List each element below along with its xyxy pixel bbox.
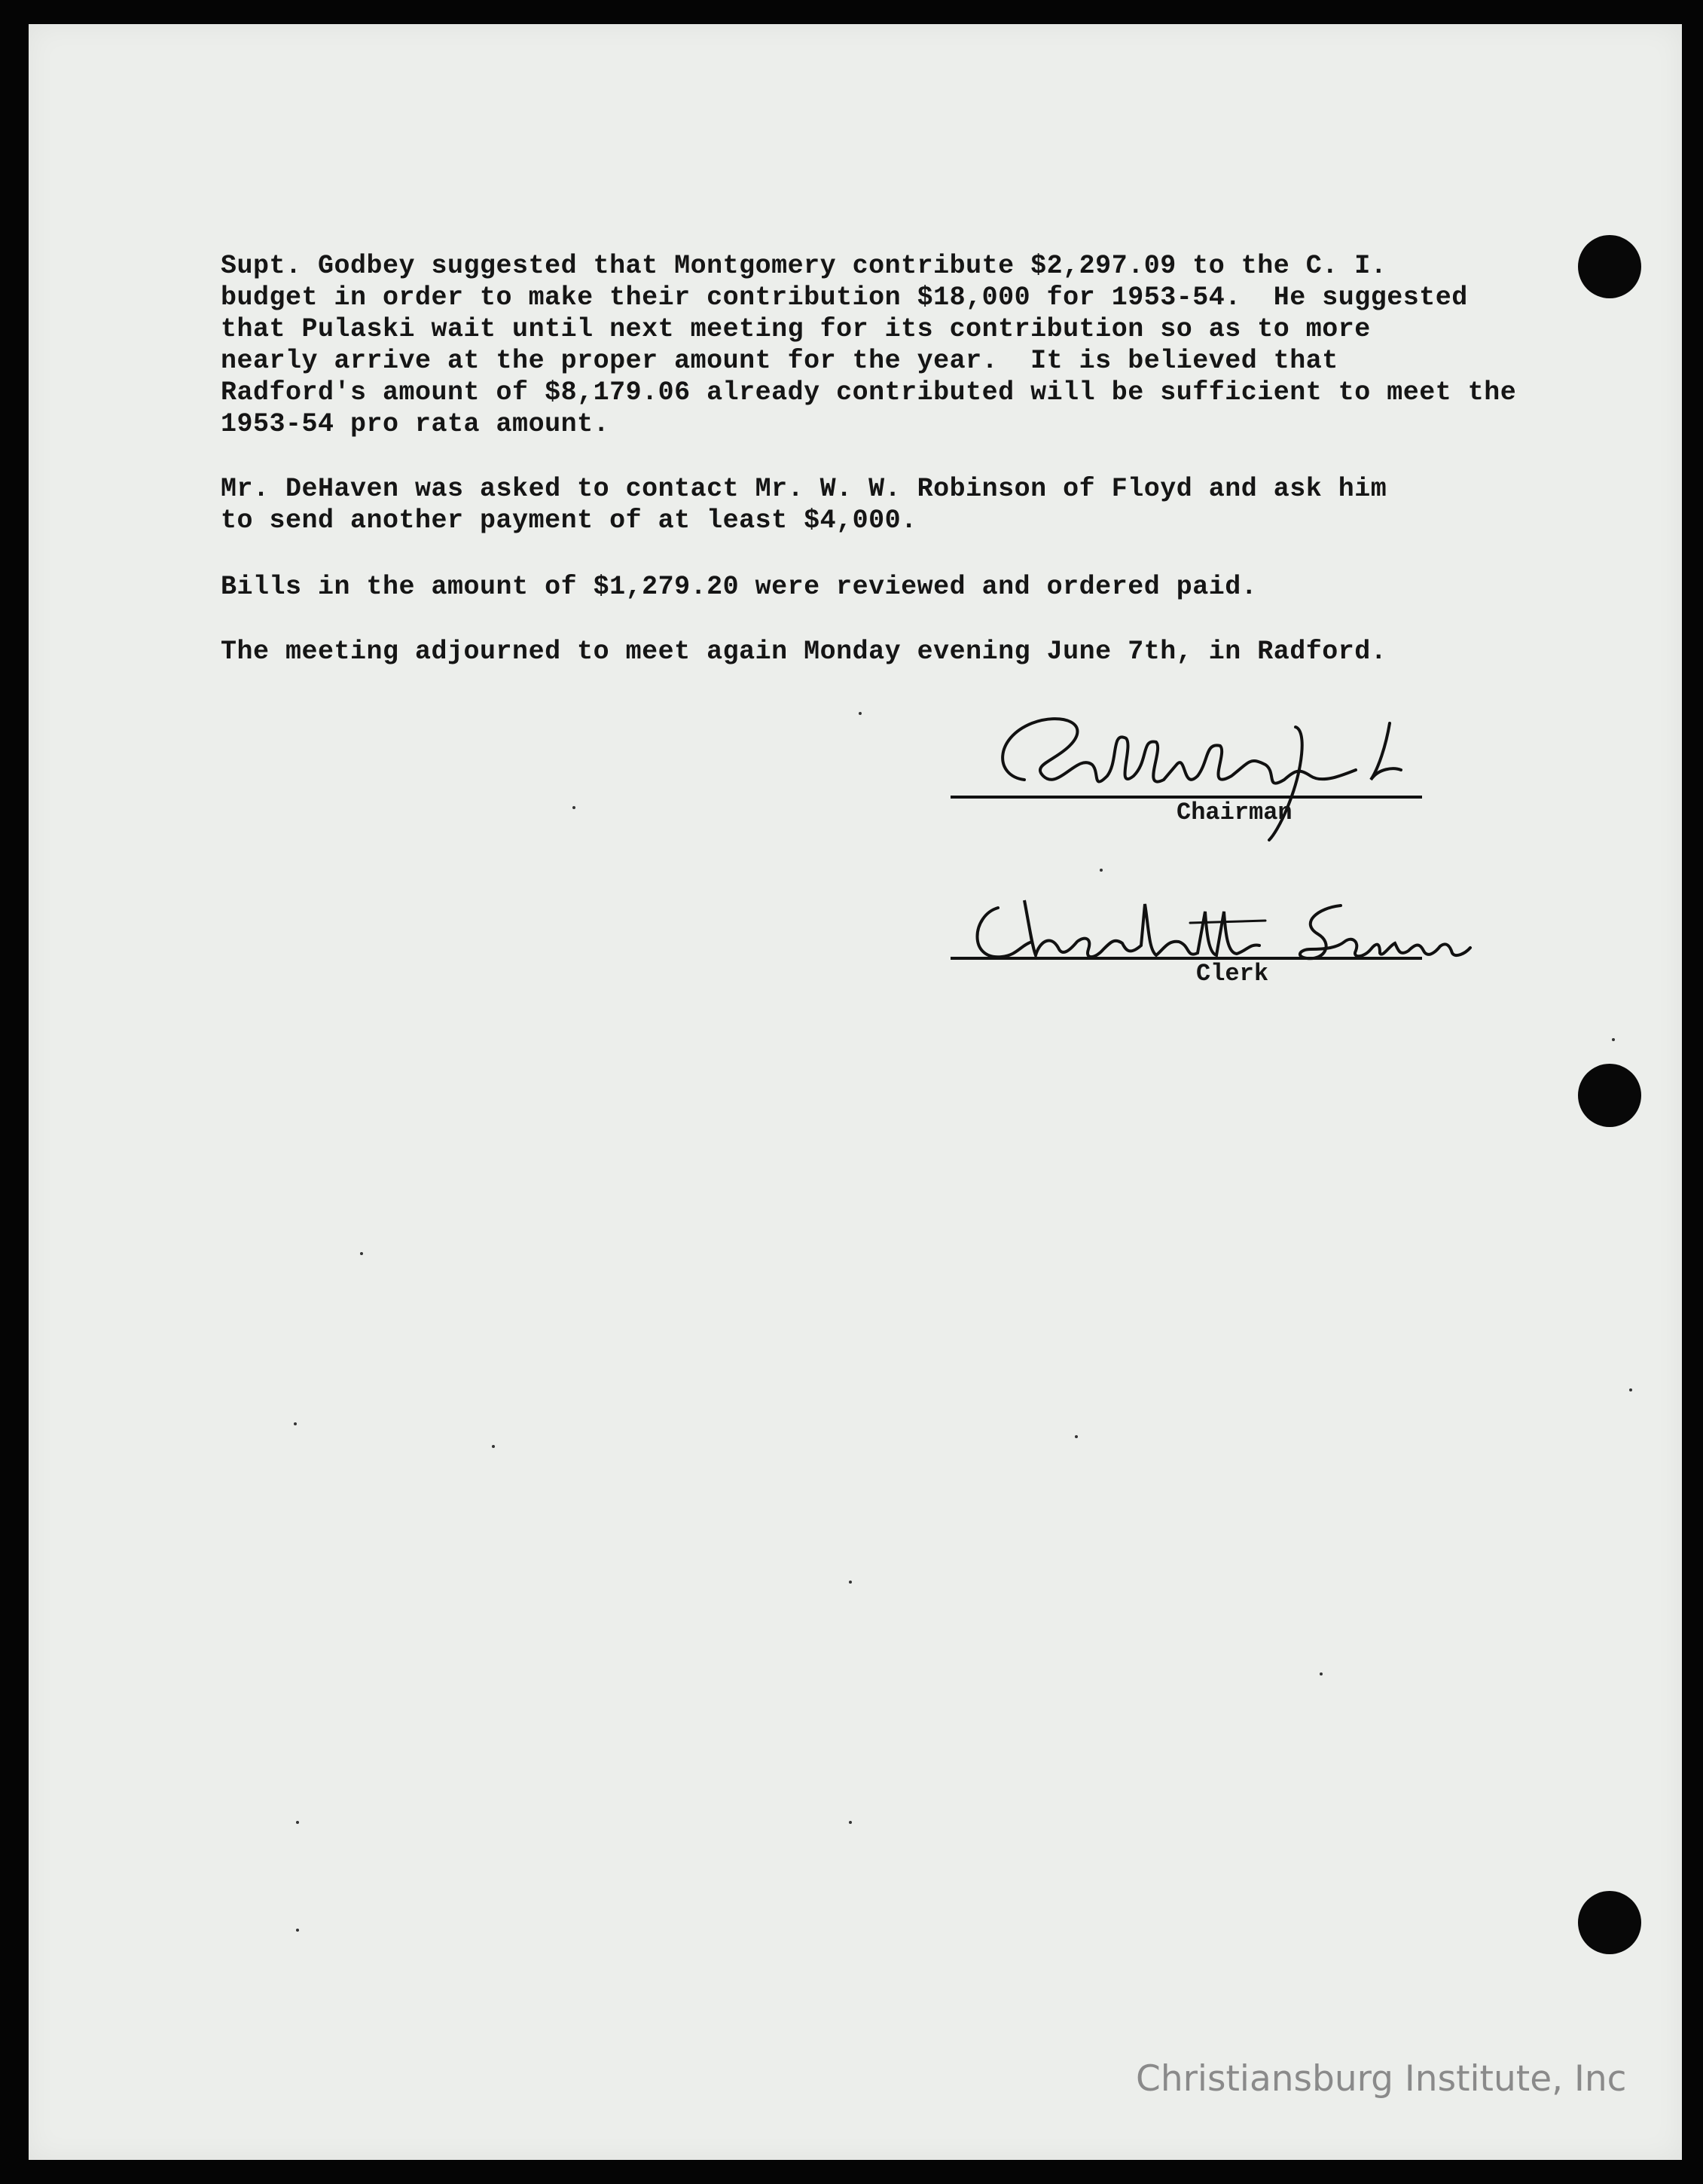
punch-hole-bottom: [1578, 1891, 1641, 1954]
clerk-signature-line: [951, 957, 1422, 960]
paper-speck: [294, 1422, 297, 1425]
paper-speck: [1612, 1038, 1615, 1041]
chairman-signature: [979, 686, 1431, 851]
paper-speck: [1075, 1435, 1078, 1438]
paragraph-bills: Bills in the amount of $1,279.20 were reviewed and ordered paid.: [221, 572, 1258, 602]
clerk-label: Clerk: [1196, 960, 1269, 988]
paper-speck: [360, 1252, 363, 1255]
paper-speck: [572, 806, 575, 809]
chairman-label: Chairman: [1177, 799, 1293, 826]
paper-speck: [849, 1821, 852, 1824]
paragraph-contributions: Supt. Godbey suggested that Montgomery contribute $2,297.09 to the C. I. budget in order to make their contribution $18,000 for 1953-54. He suggested that Pulaski wait until next meeting for its contribution so as to more nearly arrive at the proper amount for the year. It is believed that Radford's amount of $8,179.06 already contributed will be sufficient to meet the 1953-54 pro rata amount.: [221, 251, 1517, 439]
punch-hole-middle: [1578, 1064, 1641, 1127]
paper-speck: [296, 1929, 299, 1932]
paper-speck: [1629, 1388, 1632, 1391]
punch-hole-top: [1578, 235, 1641, 298]
paper-speck: [859, 712, 862, 715]
paper-speck: [492, 1445, 495, 1448]
paper-speck: [1100, 869, 1103, 872]
paragraph-adjourned: The meeting adjourned to meet again Monday evening June 7th, in Radford.: [221, 637, 1387, 667]
paper-speck: [1320, 1672, 1323, 1675]
paragraph-dehaven: Mr. DeHaven was asked to contact Mr. W. W. Robinson of Floyd and ask him to send another payment of at least $4,000.: [221, 474, 1387, 536]
paper-speck: [296, 1821, 299, 1824]
paper-speck: [849, 1581, 852, 1584]
watermark: Christiansburg Institute, Inc: [1136, 2058, 1627, 2100]
